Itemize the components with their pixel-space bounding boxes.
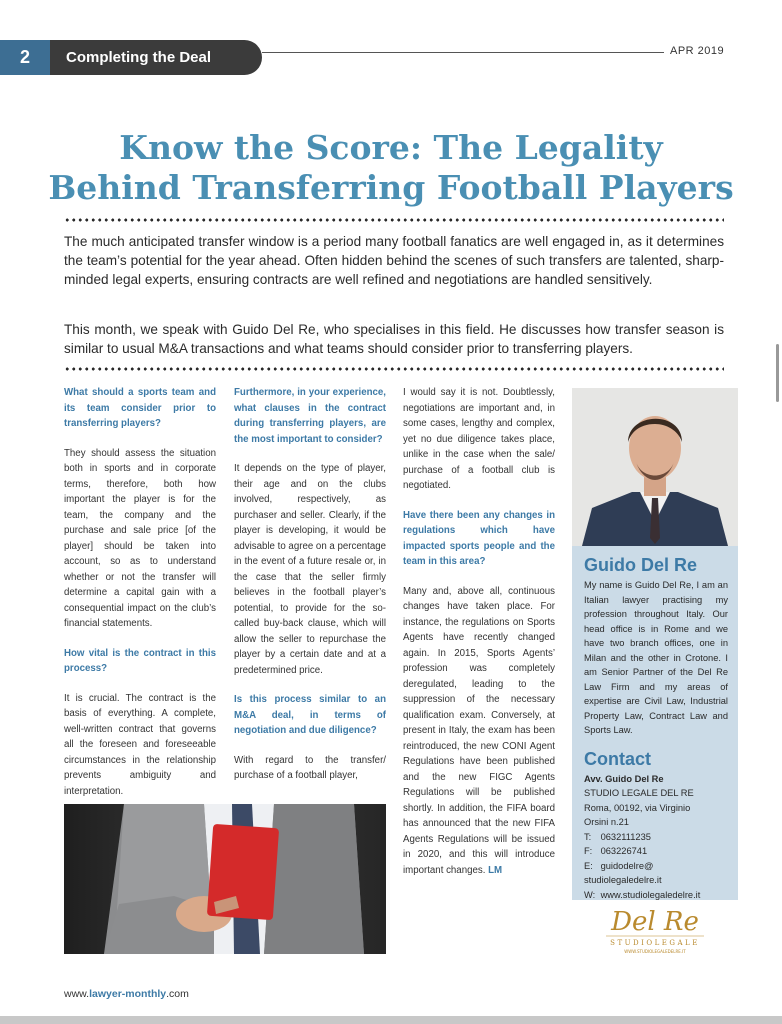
email-label: E: [584,860,593,871]
issue-date: APR 2019 [670,45,725,57]
question: Have there been any changes in regulations which have impacted sports people and the team in this area? [403,509,555,567]
website-link[interactable]: www.studiolegaledelre.it [600,889,701,900]
answer: It depends on the type of player, their age and on the clubs involved, respectively, as purchaser and seller. Clearly, if the player is developing, it would be advisable to agree on a percentage in the event of a future resale or, in the case that the seller firmly believes in the football player’s potential, to provide for the so-called buy-back clause, which will allow the seller to repurchase the player by a certain date and at a predetermined price. [234,463,386,676]
scrollbar-thumb[interactable] [776,344,779,402]
fax-row [584,844,728,859]
fax-number: 063226741 [600,846,648,856]
phone-label: T: [584,831,592,842]
dotted-divider [64,367,724,371]
author-name: Guido Del Re [584,555,698,575]
bottom-bar [0,1016,782,1024]
address-line: Roma, 00192, via Virginio [584,802,691,813]
title-line-2: Behind Transferring Football Players [48,168,734,207]
question: Furthermore, in your experience, what clauses in the contract during transferring players, are the most important to consider? [234,387,386,445]
answer: It is crucial. The contract is the basis of everything. A complete, well-written contract that governs all the foreseen and foreseeable circumstances in the relationship prevents ambiguity and interpretation. [64,692,216,797]
phone-row [584,830,728,845]
web-label: W: [584,889,596,900]
studio-legale-logo [576,902,734,960]
header-rule [262,52,664,53]
email-link[interactable]: guidodelre@ [600,860,654,871]
article-column-3 [403,385,555,892]
author-profile-box [572,546,738,900]
answer: I would say it is not. Doubtlessly, negotiations are important and, in some cases, lengthy and complex, yet no due diligence takes place, unlike in the case when the sale/ purchase of a football club is negotiated. [403,387,555,491]
footer-url-suffix: .com [166,988,189,1000]
portrait-image [572,388,738,546]
logo-subtitle: STUDIOLEGALE [610,939,700,947]
logo-graphic [576,902,734,960]
footer-url-prefix: www. [64,988,90,1000]
red-card-photo [64,804,386,954]
answer: With regard to the transfer/ purchase of a football player, [234,754,386,781]
author-bio: My name is Guido Del Re, I am an Italian lawyer practising my profession throughout Italy. Our head office is in Rome and we have two branch offices, one in Milan and the other in Crotone. I am Senior Partner of the Del Re Law Firm and my areas of expertise are Civil Law, Industrial Property Law, Contract Law and Sports Law. [584,580,728,735]
title-line-1: Know the Score: The Legality [119,128,663,167]
author-portrait [572,388,738,546]
footer-url-brand: lawyer-monthly [89,988,167,1000]
address-line: Orsini n.21 [584,817,629,827]
web-row [584,888,728,903]
fax-label: F: [584,846,593,856]
phone-number[interactable]: 0632111235 [600,831,651,842]
footer-website[interactable] [64,988,189,1000]
answer-text: Many and, above all, continuous changes have taken place. For instance, the regulations on Sports Agents have recently changed again. In 2015, Sports Agents’ profession was completely deregulated, leading to the suppression of the necessary qualification exam. Conversely, at present in Italy, the exam has been reintroduced, the new CONI Agent Regulations have been published and the new FIGC Agents Regulations will be published shortly. In addition, the FIFA board has announced that the new FIFA Agents Regulations will be issued in 2020, and this will introduce important changes. [403,585,555,876]
answer: They should assess the situation both in sports and in corporate terms, therefore, both how important the player is for the team, the company and the purchase and sale price [of the player] should be taken into account, so as to understand whether or not the transfer will determine a capital gain with a consequential impact on the club’s financial statements. [64,447,216,629]
question: Is this process similar to an M&A deal, in terms of negotiation and due diligence? [234,694,386,736]
intro-paragraph: This month, we speak with Guido Del Re, who specialises in this field. He discusses how transfer season is similar to usual M&A transactions and what teams should consider prior to transferring players. [64,322,724,356]
question: How vital is the contract in this process? [64,647,216,674]
article-column-2 [234,385,386,798]
sign-off: LM [488,864,503,876]
answer [403,584,555,879]
intro-paragraph: The much anticipated transfer window is a period many football fanatics are well engaged in, as it determines the team’s potential for the year ahead. Often hidden behind the scenes of such transfers are talented, sharp-minded legal experts, ensuring contracts are well refined and negotiations are handled sensitively. [64,234,724,287]
contact-heading: Contact [584,748,651,769]
article-title [20,128,762,208]
page-number: 2 [0,40,50,75]
dotted-divider [64,218,724,222]
contact-name: Avv. Guido Del Re [584,773,664,784]
question: What should a sports team and its team consider prior to transferring players? [64,387,216,429]
firm-name: STUDIO LEGALE DEL RE [584,788,694,798]
section-title: Completing the Deal [50,40,262,75]
logo-url: WWW.STUDIOLEGALEDELRE.IT [624,949,686,954]
article-column-1 [64,385,216,813]
email-link-continued[interactable]: studiolegaledelre.it [584,875,662,885]
logo-script-text: Del Re [611,907,699,937]
email-row [584,859,728,874]
referee-red-card-image [64,804,386,954]
